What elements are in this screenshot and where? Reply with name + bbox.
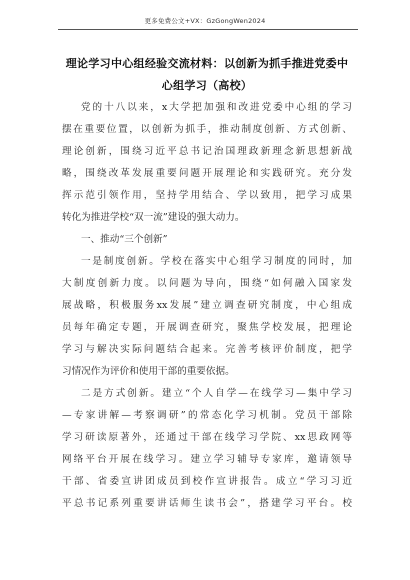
body-line: 大制度创新力度。以问题为导向，围绕“如何融入国家发 xyxy=(62,278,352,289)
body-line: 一是制度创新。学校在落实中心组学习制度的同时，加 xyxy=(81,256,352,267)
body-line: 转化为推进学校“双一流”建设的强大动力。 xyxy=(62,212,245,223)
section-heading: 一、推动“三个创新” xyxy=(81,234,168,245)
document-title-line-2: 心组学习（高校） xyxy=(161,79,253,92)
body-line: 网络平台开展在线学习。建立学习辅导专家库，邀请领导 xyxy=(62,454,352,465)
body-line: 展战略，积极服务xx发展”建立调查研究制度，中心组成 xyxy=(62,300,352,311)
body-line: 学习与解决实际问题结合起来。完善考核评价制度，把学 xyxy=(62,344,352,355)
body-line: 平总书记系列重要讲话师生读书会”，搭建学习平台。校 xyxy=(62,498,352,509)
body-line: 习情况作为评价和使用干部的重要依据。 xyxy=(62,366,235,377)
body-line: 党的十八以来，x大学把加强和改进党委中心组的学习 xyxy=(81,102,352,113)
body-line: 干部、省委宣讲团成员到校作宣讲报告。成立“学习习近 xyxy=(62,476,352,487)
body-line: 略，围绕改革发展重要问题开展理论和实践研究。充分发 xyxy=(62,168,352,179)
body-line: 挥示范引领作用，坚持学用结合、学以致用，把学习成果 xyxy=(62,190,352,201)
body-line: 员每年确定专题，开展调查研究，聚焦学校发展，把理论 xyxy=(62,322,352,333)
body-line: —专家讲解—考察调研”的常态化学习机制。党员干部除 xyxy=(62,410,352,421)
body-line: 学习研读原著外，还通过干部在线学习学院、xx思政网等 xyxy=(62,432,352,443)
body-line: 理论创新，围绕习近平总书记治国理政新理念新思想新战 xyxy=(62,146,352,157)
document-title-line-1: 理论学习中心组经验交流材料：以创新为抓手推进党委中 xyxy=(65,57,349,70)
header-divider xyxy=(58,29,358,30)
body-line: 摆在重要位置，以创新为抓手，推动制度创新、方式创新、 xyxy=(62,124,352,135)
body-line: 二是方式创新。建立“个人自学—在线学习—集中学习 xyxy=(81,388,352,399)
header-note: 更多免费公文+VX：GzGongWen2024 xyxy=(144,17,266,25)
